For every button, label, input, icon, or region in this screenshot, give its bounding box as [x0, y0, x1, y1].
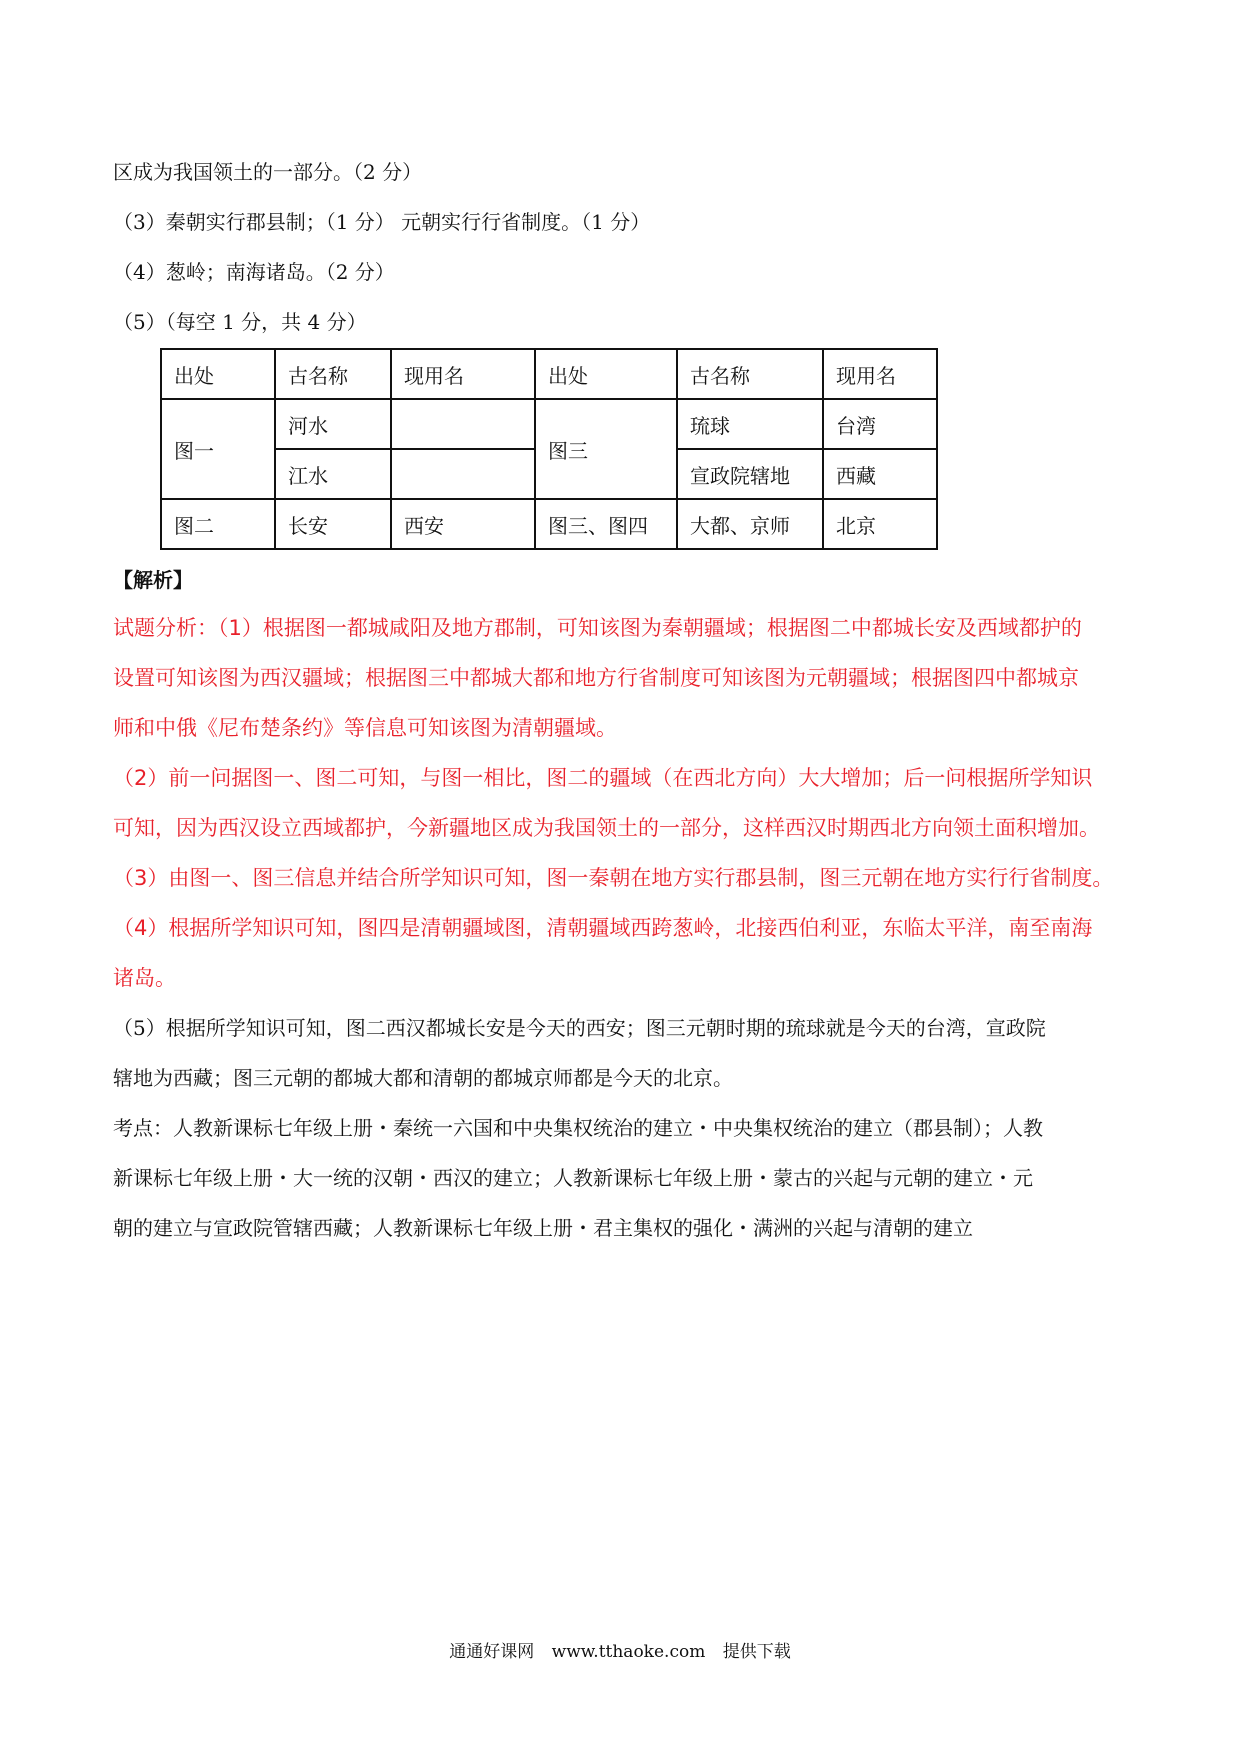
kaodian-line: 考点：人教新课标七年级上册・秦统一六国和中央集权统治的建立・中央集权统治的建立（郡县制）；人教	[113, 1116, 1043, 1140]
table-cell: 西藏	[823, 449, 937, 499]
analysis-red-line: 可知，因为西汉设立西域都护，今新疆地区成为我国领土的一部分，这样西汉时期西北方向领土面积增加。	[113, 816, 1100, 840]
table-cell: 河水	[275, 399, 391, 449]
table-cell: 宣政院辖地	[677, 449, 823, 499]
table-header-cell: 现用名	[823, 349, 937, 399]
answer-line-2-continued: 区成为我国领土的一部分。（2 分）	[113, 160, 423, 184]
analysis-red-line: 设置可知该图为西汉疆域；根据图三中都城大都和地方行省制度可知该图为元朝疆域；根据图四中都城京	[113, 666, 1079, 690]
analysis-heading: 【解析】	[113, 568, 193, 592]
table-row	[161, 399, 937, 449]
kaodian-line: 朝的建立与宣政院管辖西藏；人教新课标七年级上册・君主集权的强化・满洲的兴起与清朝的建立	[113, 1216, 973, 1240]
analysis-red-line: 诸岛。	[113, 966, 176, 990]
analysis-red-line: （2）前一问据图一、图二可知，与图一相比，图二的疆域（在西北方向）大大增加；后一问根据所学知识	[113, 766, 1093, 790]
table-header-cell: 出处	[535, 349, 677, 399]
footer-site-name: 通通好课网	[449, 1642, 535, 1662]
table-cell: 北京	[823, 499, 937, 549]
table-cell	[391, 399, 535, 449]
answer-line-4: （4）葱岭；南海诸岛。（2 分）	[113, 260, 395, 284]
table-cell: 图三	[535, 399, 677, 499]
table-cell: 琉球	[677, 399, 823, 449]
table-cell: 图三、图四	[535, 499, 677, 549]
answer-line-3: （3）秦朝实行郡县制；（1 分） 元朝实行行省制度。（1 分）	[113, 210, 651, 234]
table-cell: 大都、京师	[677, 499, 823, 549]
footer-suffix: 提供下载	[722, 1642, 791, 1662]
table-header-cell: 出处	[161, 349, 275, 399]
table-cell: 长安	[275, 499, 391, 549]
analysis-red-line: （4）根据所学知识可知，图四是清朝疆域图，清朝疆域西跨葱岭，北接西伯利亚，东临太平洋，南至南海	[113, 916, 1093, 940]
analysis-text-line: （5）根据所学知识可知，图二西汉都城长安是今天的西安；图三元朝时期的琉球就是今天的台湾，宣政院	[113, 1016, 1046, 1040]
table-header-cell: 古名称	[677, 349, 823, 399]
table-row	[161, 499, 937, 549]
analysis-red-line: （3）由图一、图三信息并结合所学知识可知，图一秦朝在地方实行郡县制，图三元朝在地方实行行省制度。	[113, 866, 1114, 890]
table-header-row	[161, 349, 937, 399]
answer-line-5: （5）（每空 1 分，共 4 分）	[113, 310, 367, 334]
analysis-red-line: 师和中俄《尼布楚条约》等信息可知该图为清朝疆域。	[113, 716, 617, 740]
analysis-text-line: 辖地为西藏；图三元朝的都城大都和清朝的都城京师都是今天的北京。	[113, 1066, 733, 1090]
page-footer	[0, 1637, 1240, 1662]
table-header-cell: 古名称	[275, 349, 391, 399]
table-cell: 江水	[275, 449, 391, 499]
table-cell: 图二	[161, 499, 275, 549]
analysis-red-line: 试题分析：（1）根据图一都城咸阳及地方郡制，可知该图为秦朝疆域；根据图二中都城长安及西域都护的	[113, 616, 1082, 640]
kaodian-line: 新课标七年级上册・大一统的汉朝・西汉的建立；人教新课标七年级上册・蒙古的兴起与元朝的建立・元	[113, 1166, 1033, 1190]
table-header-cell: 现用名	[391, 349, 535, 399]
table-cell: 图一	[161, 399, 275, 499]
answer-table	[160, 348, 938, 550]
table-cell	[391, 449, 535, 499]
table-cell: 西安	[391, 499, 535, 549]
table-cell: 台湾	[823, 399, 937, 449]
footer-url-link[interactable]: www.tthaoke.com	[551, 1642, 706, 1662]
